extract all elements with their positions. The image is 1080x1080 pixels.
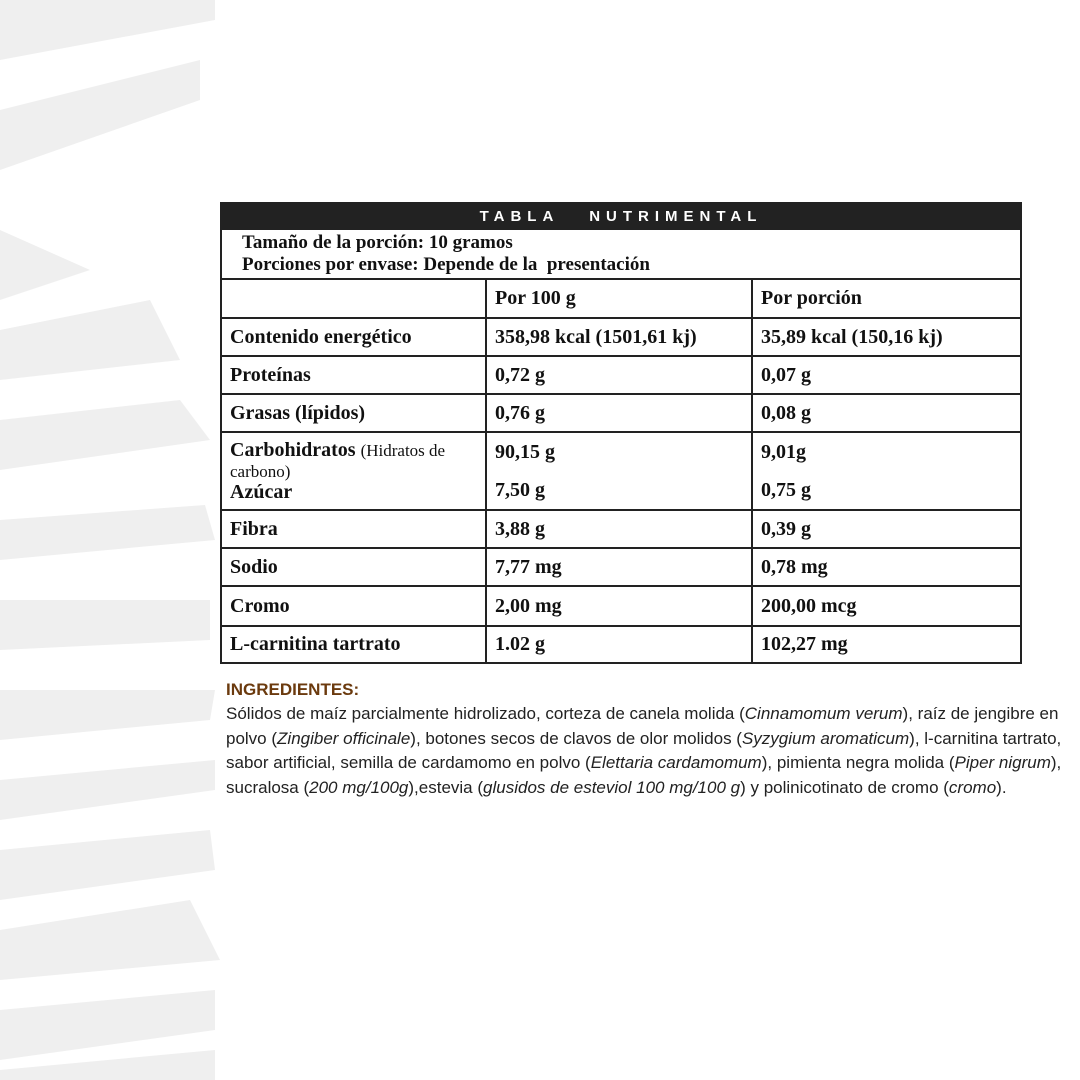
row-per100: 90,15 g [495,441,555,463]
row-per100: 7,77 mg [486,548,752,586]
row-per-portion: 200,00 mcg [752,586,1020,626]
ingredient-scientific-name: cromo [948,777,997,797]
row-label: Carbohidratos [230,438,356,461]
row-per-portion: 0,39 g [752,510,1020,548]
row-label: Sodio [222,548,486,586]
ingredients-text [226,702,1066,800]
ingredient-text: ), sucralosa ( [226,753,1062,797]
row-per100: 0,72 g [486,356,752,394]
table-row [222,356,1020,394]
table-row [222,626,1020,662]
carb-per-portion-cell [752,432,1020,510]
row-label: Cromo [222,586,486,626]
sub-row-per100: 7,50 g [495,479,545,501]
row-per100: 0,76 g [486,394,752,432]
row-per-portion: 0,08 g [752,394,1020,432]
ingredient-text: ), pimienta negra molida ( [761,753,955,772]
row-note: (Hidratos de carbono) [230,440,446,481]
row-per100: 2,00 mg [486,586,752,626]
carb-label-cell [222,432,486,510]
ingredient-text: ), l-carnitina tartrato, sabor artificial, semilla de cardamomo en polvo ( [226,728,1062,772]
serving-info [222,230,1020,280]
ingredients-section [226,680,1066,800]
ingredient-dose: glusidos de esteviol 100 mg/100 g [483,777,741,797]
table-row [222,548,1020,586]
row-per-portion: 35,89 kcal (150,16 kj) [752,318,1020,356]
ingredients-title: INGREDIENTES: [226,680,360,699]
header-empty [222,280,486,318]
nutrition-table [220,202,1022,664]
row-per100: 1.02 g [486,626,752,662]
ingredient-text: ), botones secos de clavos de olor molidos ( [410,728,742,748]
table-row [222,318,1020,356]
row-per-portion: 9,01g [761,441,806,463]
ingredient-text: ) y polinicotinato de cromo ( [740,777,949,797]
header-per100: Por 100 g [486,280,752,318]
sub-row-per-portion: 0,75 g [761,479,811,501]
row-per-portion: 102,27 mg [761,633,848,655]
row-label: Proteínas [222,356,486,394]
row-label: Contenido energético [222,318,486,356]
table-title: TABLA NUTRIMENTAL [222,204,1020,230]
row-per-portion: 0,07 g [752,356,1020,394]
row-label: Fibra [222,510,486,548]
row-label: Grasas (lípidos) [222,394,486,432]
ingredient-scientific-name: Zingiber officinale [277,728,411,748]
sub-row-label: Azúcar [230,480,293,503]
header-per-portion: Por porción [752,280,1020,318]
ingredient-dose: 200 mg/100g [309,777,409,797]
ingredient-text: Sólidos de maíz parcialmente hidrolizado, corteza de canela molida ( [226,704,745,723]
row-per100: 3,88 g [486,510,752,548]
table-row [222,394,1020,432]
ingredient-text: ). [996,777,1007,797]
serving-size: Tamaño de la porción: 10 gramos [242,232,513,253]
row-per-portion: 0,78 mg [752,548,1020,586]
nutrition-grid [222,280,1020,662]
table-row-carbohydrates [222,432,1020,510]
row-label: L-carnitina tartrato [222,626,486,662]
ingredient-scientific-name: Elettaria cardamomum [590,753,762,772]
ingredient-scientific-name: Syzygium aromaticum [741,728,910,748]
servings-per-container: Porciones por envase: Depende de la presentación [242,254,650,275]
table-row [222,586,1020,626]
table-row [222,510,1020,548]
row-per100: 358,98 kcal (1501,61 kj) [486,318,752,356]
ingredient-scientific-name: Cinnamomum verum [744,704,903,723]
ingredient-text: ),estevia ( [408,777,484,797]
ingredient-text: ), raíz de jengibre en polvo ( [226,704,1059,748]
header-row [222,280,1020,318]
background-stripes [0,0,240,1080]
carb-per100-cell [486,432,752,510]
ingredient-scientific-name: Piper nigrum [954,753,1051,772]
